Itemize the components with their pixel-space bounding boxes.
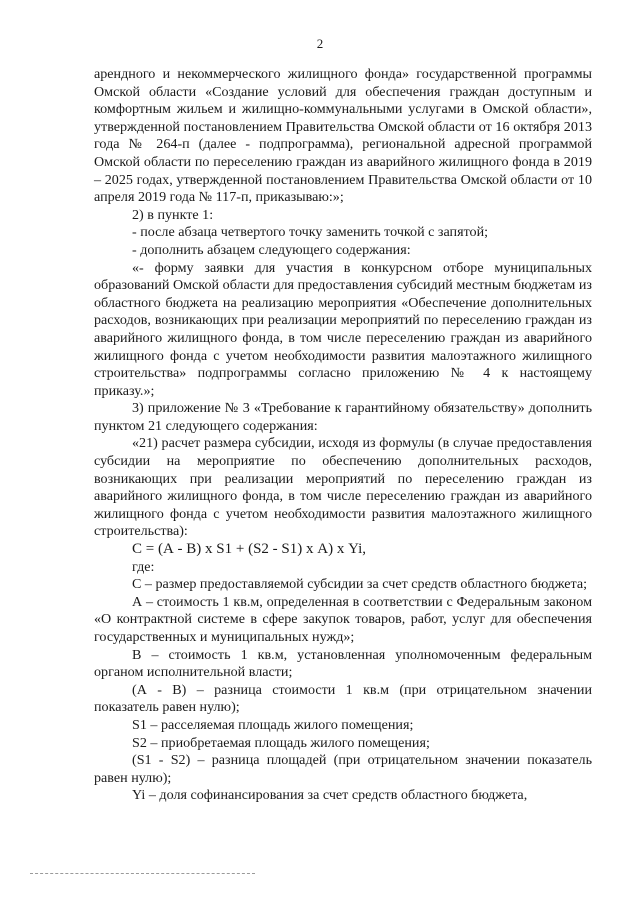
paragraph-quoted-form: «- форму заявки для участия в конкурсном отборе муниципальных образований Омской области для предоставления субсидий местным бюджетам из областного бюджета на реализацию мероприятия «Обеспечение дополнительных расходов, возникающих при реализации мероприятий по переселению граждан из аварийного жилищного фонда, в том числе переселению граждан из аварийного жилищного фонда с учетом необходимости развития малоэтажного жилищного строительства» подпрограммы согласно приложению № 4 к настоящему приказу.»; bbox=[94, 259, 592, 399]
paragraph-where: где: bbox=[132, 558, 155, 575]
paragraph-item-2-sub-1: - после абзаца четвертого точку заменить точкой с запятой; bbox=[132, 224, 489, 241]
definition-b: В – стоимость 1 кв.м, установленная уполномоченным федеральным органом исполнительной власти; bbox=[94, 646, 592, 681]
document-body bbox=[94, 66, 592, 805]
definition-a: А – стоимость 1 кв.м, определенная в соответствии с Федеральным законом «О контрактной системе в сфере закупок товаров, работ, услуг для обеспечения государственных и муниципальных нужд»; bbox=[94, 593, 592, 645]
definition-s1-minus-s2: (S1 - S2) – разница площадей (при отрицательном значении показатель равен нулю); bbox=[94, 752, 592, 786]
paragraph-item-2-sub-2: - дополнить абзацем следующего содержания: bbox=[132, 241, 411, 258]
definition-c: С – размер предоставляемой субсидии за счет средств областного бюджета; bbox=[132, 576, 588, 593]
paragraph-item-3: 3) приложение № 3 «Требование к гарантийному обязательству» дополнить пунктом 21 следующего содержания: bbox=[94, 400, 592, 434]
definition-a-minus-b: (А - В) – разница стоимости 1 кв.м (при отрицательном значении показатель равен нулю); bbox=[94, 681, 592, 716]
footer-divider bbox=[30, 873, 255, 874]
page-number: 2 bbox=[316, 36, 324, 51]
subsidy-formula: С = (А - В) х S1 + (S2 - S1) х А) х Yi, bbox=[132, 541, 367, 558]
paragraph-intro-continuation: арендного и некоммерческого жилищного фонда» государственной программы Омской области «Создание условий для обеспечения граждан доступным и комфортным жильем и жилищно-коммунальными услугами в Омской области», утвержденной постановлением Правительства Омской области от 16 октября 2013 года № 264-п (далее - подпрограмма), региональной адресной программой Омской области по переселению граждан из аварийного жилищного фонда в 2019 – 2025 годах, утвержденной постановлением Правительства Омской области от 10 апреля 2019 года № 117-п, приказываю:»; bbox=[94, 66, 592, 206]
paragraph-item-2: 2) в пункте 1: bbox=[132, 206, 214, 223]
definition-yi: Yi – доля софинансирования за счет средств областного бюджета, bbox=[132, 787, 528, 804]
paragraph-point-21: «21) расчет размера субсидии, исходя из формулы (в случае предоставления субсидии на мероприятие по обеспечению дополнительных расходов, возникающих при реализации мероприятий по переселению граждан из аварийного жилищного фонда, в том числе переселению граждан из аварийного жилищного фонда с учетом необходимости развития малоэтажного жилищного строительства): bbox=[94, 435, 592, 540]
definition-s2: S2 – приобретаемая площадь жилого помещения; bbox=[132, 734, 430, 751]
definition-s1: S1 – расселяемая площадь жилого помещения; bbox=[132, 716, 414, 733]
